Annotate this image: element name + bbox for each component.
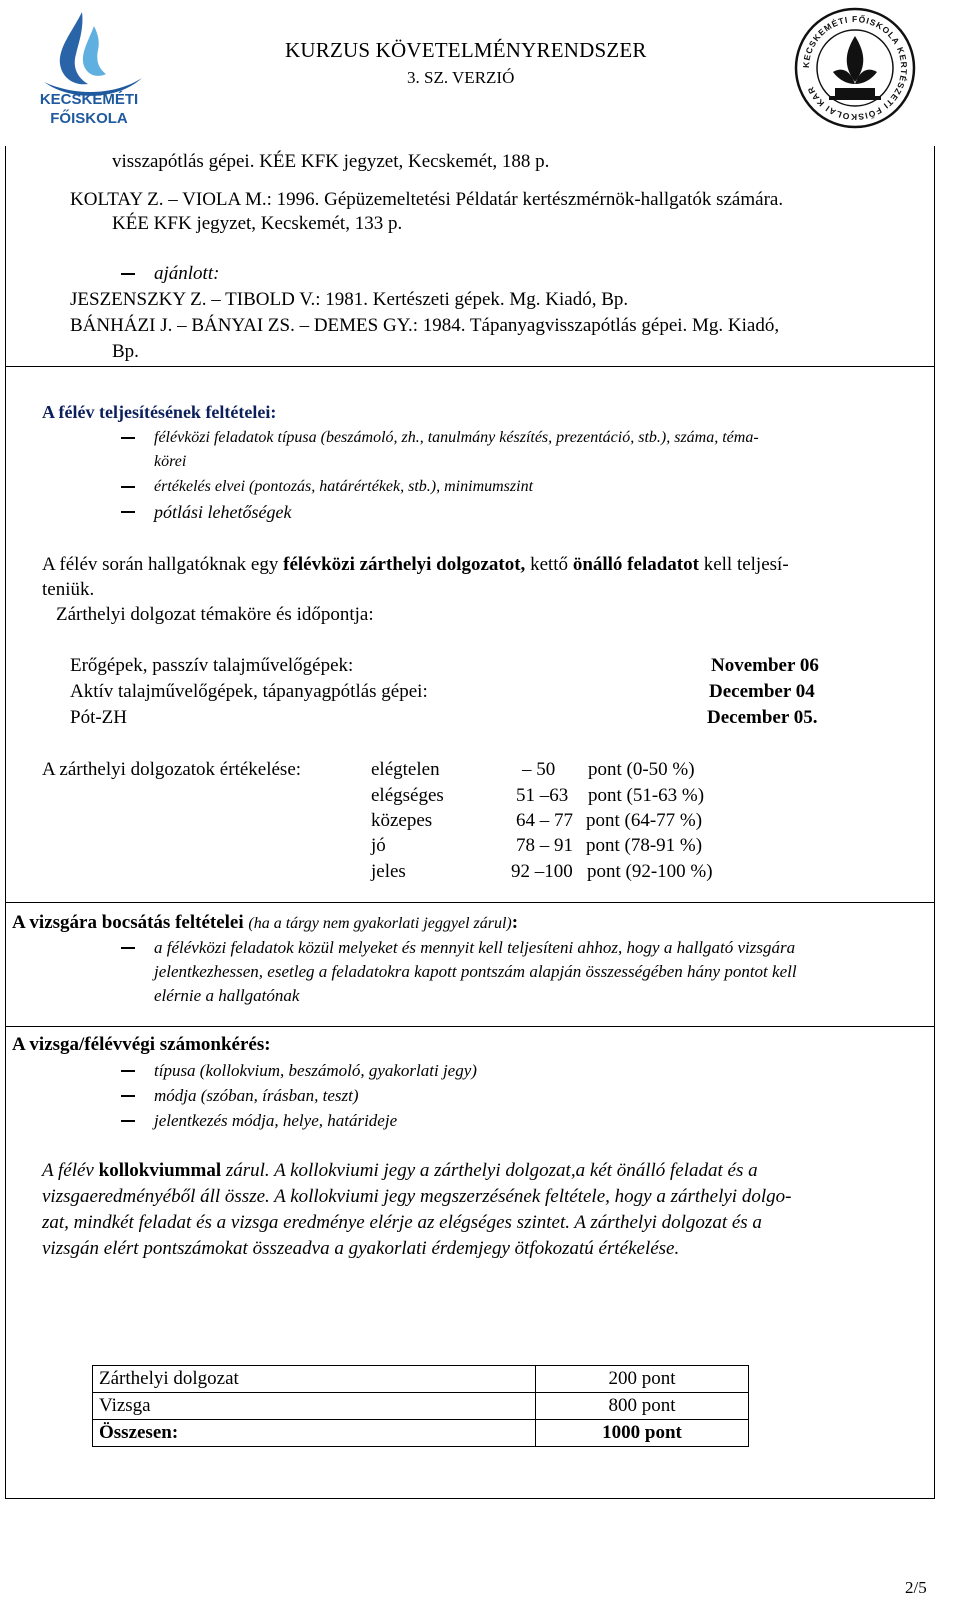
grade-name: jeles	[371, 861, 406, 882]
frame-bottom	[5, 1498, 935, 1499]
dash-bullet	[121, 1070, 135, 1072]
conditions-heading: A félév teljesítésének feltételei:	[42, 402, 277, 422]
grade-name: közepes	[371, 810, 433, 831]
recommended-label: ajánlott:	[154, 263, 220, 284]
dash-bullet	[121, 273, 135, 275]
dash-bullet	[121, 437, 135, 439]
points-item-total: Összesen:	[93, 1420, 536, 1447]
grade-pct: pont (92-100 %)	[587, 861, 713, 882]
grade-range: 78 – 91	[516, 835, 573, 856]
ep-b: kollokviummal	[98, 1160, 222, 1181]
grade-pct: pont (51-63 %)	[588, 785, 705, 806]
schedule-date-2: December 04	[709, 681, 815, 702]
section-divider-2	[5, 902, 935, 903]
schedule-date-1: November 06	[711, 655, 819, 676]
cond-bullet-1a: félévközi feladatok típusa (beszámoló, zh., tanulmány készítés, prezentáció, stb.), száma, téma-	[154, 429, 759, 446]
grade-pct: pont (78-91 %)	[586, 835, 703, 856]
exam-paragraph-line1	[42, 1159, 758, 1183]
points-value: 800 pont	[536, 1393, 749, 1420]
grade-name: elégséges	[371, 785, 444, 806]
header-title: KURZUS KÖVETELMÉNYRENDSZER	[285, 38, 647, 62]
table-row	[93, 1420, 749, 1447]
ep-c: zárul. A kollokviumi jegy a zárthelyi dolgozat,a két önálló feladat és a	[221, 1160, 758, 1181]
exam-bullet-1: típusa (kollokvium, beszámoló, gyakorlati jegy)	[154, 1061, 477, 1080]
dash-bullet	[121, 1095, 135, 1097]
dash-bullet	[121, 511, 135, 513]
grade-range: 92 –100	[511, 861, 573, 882]
points-item: Vizsga	[93, 1393, 536, 1420]
ep-a: A félév	[42, 1160, 99, 1181]
grade-name: elégtelen	[371, 759, 440, 780]
admission-colon: :	[511, 912, 519, 933]
table-row	[93, 1366, 749, 1393]
logo-line2: FŐISKOLA	[50, 110, 128, 127]
grade-pct: pont (64-77 %)	[586, 810, 703, 831]
logo-left	[14, 4, 164, 128]
exam-heading: A vizsga/félévvégi számonkérés:	[12, 1034, 271, 1055]
exam-bullet-2: módja (szóban, írásban, teszt)	[154, 1086, 359, 1105]
cond-paragraph-line2: teniük.	[42, 579, 95, 600]
p1-d: önálló feladatot	[572, 554, 699, 575]
seal-emblem-icon	[793, 6, 917, 130]
header-version: 3. SZ. VERZIÓ	[407, 68, 515, 87]
rec-line-1: JESZENSZKY Z. – TIBOLD V.: 1981. Kertészeti gépek. Mg. Kiadó, Bp.	[70, 289, 629, 310]
rec-line-2: BÁNHÁZI J. – BÁNYAI ZS. – DEMES GY.: 1984. Tápanyagvisszapótlás gépei. Mg. Kiadó,	[70, 315, 780, 336]
p1-a: A félév során hallgatóknak egy	[42, 554, 284, 575]
cond-bullet-2: értékelés elvei (pontozás, határértékek, stb.), minimumszint	[154, 478, 534, 495]
points-value: 200 pont	[536, 1366, 749, 1393]
points-value-total: 1000 pont	[536, 1420, 749, 1447]
admission-note: (ha a tárgy nem gyakorlati jeggyel zárul)	[248, 915, 512, 932]
points-item: Zárthelyi dolgozat	[93, 1366, 536, 1393]
p1-b: félévközi zárthelyi dolgozatot,	[283, 554, 526, 575]
frame-right	[934, 146, 935, 1498]
grading-label: A zárthelyi dolgozatok értékelése:	[42, 759, 302, 780]
droplet-logo-icon	[14, 4, 164, 128]
zh-intro: Zárthelyi dolgozat témaköre és időpontja:	[56, 604, 374, 625]
exam-admission-heading	[12, 911, 518, 936]
points-table	[92, 1365, 749, 1447]
admission-heading-text: A vizsgára bocsátás feltételei	[12, 912, 244, 933]
grade-range: – 50	[522, 759, 556, 780]
schedule-date-3: December 05.	[707, 707, 818, 728]
section-divider-3	[5, 1026, 935, 1027]
dash-bullet	[121, 486, 135, 488]
cond-paragraph-line1	[42, 553, 789, 577]
grade-pct: pont (0-50 %)	[588, 759, 695, 780]
p1-c: kettő	[525, 554, 573, 575]
grade-range: 64 – 77	[516, 810, 573, 831]
grade-name: jó	[371, 835, 386, 856]
admission-line-1: a félévközi feladatok közül melyeket és mennyit kell teljesíteni ahhoz, hogy a hallgató vizsgára	[154, 938, 796, 957]
dash-bullet	[121, 947, 135, 949]
grade-range: 51 –63	[516, 785, 569, 806]
exam-paragraph-line4: vizsgán elért pontszámokat összeadva a gyakorlati érdemjegy ötfokozatú értékelése.	[42, 1238, 680, 1259]
seal-logo	[793, 6, 917, 130]
admission-line-3: elérnie a hallgatónak	[154, 986, 300, 1005]
logo-line1: KECSKEMÉTI	[39, 91, 139, 108]
admission-line-2: jelentkezhessen, esetleg a feladatokra kapott pontszám alapján összességében hány pontot kell	[154, 962, 797, 981]
table-row	[93, 1393, 749, 1420]
cond-bullet-1b: körei	[154, 453, 187, 470]
exam-bullet-3: jelentkezés módja, helye, határideje	[154, 1111, 398, 1130]
lit-line-1: visszapótlás gépei. KÉE KFK jegyzet, Kecskemét, 188 p.	[112, 151, 550, 172]
schedule-topic-1: Erőgépek, passzív talajművelőgépek:	[70, 655, 354, 676]
lit-line-3: KÉE KFK jegyzet, Kecskemét, 133 p.	[112, 213, 403, 234]
exam-paragraph-line2: vizsgaeredményéből áll össze. A kollokviumi jegy megszerzésének feltétele, hogy a zárthelyi dolgo-	[42, 1186, 792, 1207]
rec-line-3: Bp.	[112, 341, 139, 362]
cond-bullet-3: pótlási lehetőségek	[154, 502, 292, 522]
dash-bullet	[121, 1120, 135, 1122]
frame-left	[5, 146, 6, 1498]
p1-e: kell teljesí-	[698, 554, 789, 575]
page-number: 2/5	[905, 1578, 927, 1597]
seal-text: KECSKEMÉTI FŐISKOLA KERTÉSZETI FŐISKOLAI KAR	[800, 13, 910, 123]
section-divider-1	[5, 366, 935, 367]
lit-line-2: KOLTAY Z. – VIOLA M.: 1996. Gépüzemeltetési Példatár kertészmérnök-hallgatók számára.	[70, 189, 784, 210]
exam-paragraph-line3: zat, mindkét feladat és a vizsga eredménye elérje az elégséges szintet. A zárthelyi dolgozat és a	[42, 1212, 762, 1233]
schedule-topic-3: Pót-ZH	[70, 707, 127, 728]
schedule-topic-2: Aktív talajművelőgépek, tápanyagpótlás gépei:	[70, 681, 428, 702]
